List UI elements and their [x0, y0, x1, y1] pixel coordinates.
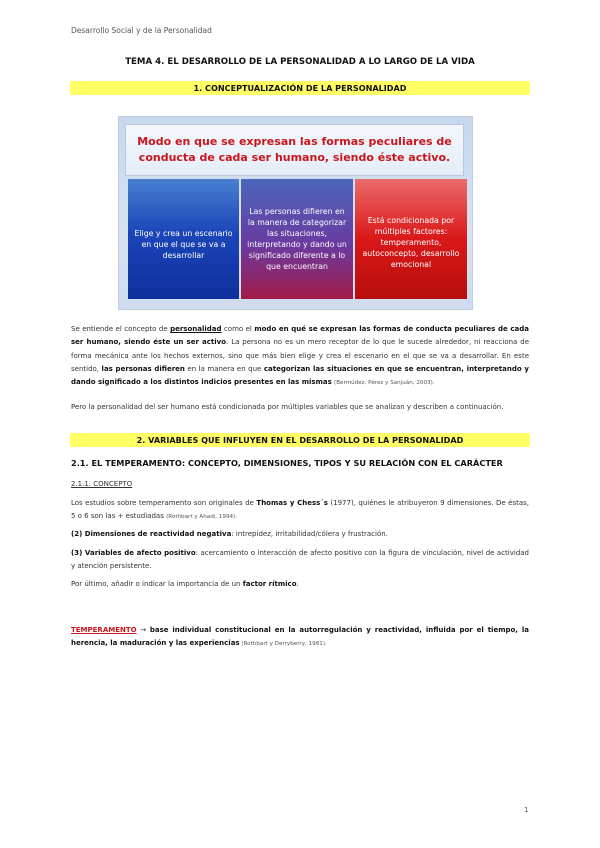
list-item-afecto [71, 547, 529, 574]
page-title: TEMA 4. EL DESARROLLO DE LA PERSONALIDAD A LO LARGO DE LA VIDA [125, 57, 475, 67]
citation: (Bermúdez, Pérez y Sanjuán, 2003). [334, 380, 435, 387]
text-run: Por último, añadir o indicar la importancia de un [71, 580, 243, 588]
text-run: Los estudios sobre temperamento son originales de [71, 499, 257, 507]
bold-run: (3) Variables de afecto positivo [71, 549, 196, 557]
running-header: Desarrollo Social y de la Personalidad [71, 26, 212, 35]
bold-run: las personas difieren [101, 364, 185, 373]
diagram-box-categorizar-text: Las personas difieren en la manera de categorizar las situaciones, interpretando y dando un significado diferente a lo que encuentran [247, 207, 347, 271]
text-run: Se entiende el concepto de [71, 325, 171, 333]
text-run: : intrepidez, irritabilidad/cólera y frustración. [231, 530, 388, 538]
term-personalidad: personalidad [170, 325, 222, 333]
list-item-reactividad [71, 528, 529, 541]
bold-run: Thomas y Chess´s [256, 499, 328, 507]
diagram-banner: Modo en que se expresan las formas peculiares de conducta de cada ser humano, siendo éste activo. [125, 124, 464, 176]
definition-temperamento [71, 624, 529, 652]
diagram-box-escenario [128, 179, 239, 299]
arrow-icon: → [136, 626, 150, 634]
text-run: . La persona no es un mero receptor de lo que le sucede alrededor, ni reacciona de forma mecánica ante los hechos externos, sino que más bien elige y crea el escenario en el que se va a desarrollar. En este sentido, [71, 338, 530, 373]
paragraph-factor-ritmico [71, 578, 529, 591]
text-run: : acercamiento o interacción de afecto positivo con la figura de vinculación, nivel de actividad y atención persistente. [71, 549, 529, 571]
bold-run: modo en qué se expresan las formas de conducta peculiares de cada ser humano, siendo éste un ser activo [71, 325, 529, 347]
text-run: . [296, 580, 299, 588]
section-heading-1: 1. CONCEPTUALIZACIÓN DE LA PERSONALIDAD [70, 81, 530, 95]
section-heading-2: 2. VARIABLES QUE INFLUYEN EN EL DESARROLLO DE LA PERSONALIDAD [70, 433, 530, 447]
text-run: como el [221, 325, 255, 333]
page-number: 1 [524, 806, 529, 814]
paragraph-variables: Pero la personalidad del ser humano está condicionada por múltiples variables que se analizan y describen a continuación. [71, 403, 504, 411]
bold-run: categorizan las situaciones en que se encuentran, interpretando y dando significado a los distintos indicios presentes en las mismas [71, 364, 529, 387]
bold-run: (2) Dimensiones de reactividad negativa [71, 530, 232, 538]
citation: (Rothbart y Derryberry, 1981). [239, 641, 327, 648]
bold-run: base individual constitucional en la autorregulación y reactividad, influida por el tiempo, la herencia, la maduración y las experiencias [71, 626, 529, 648]
paragraph-definicion [71, 323, 529, 390]
diagram-box-factores-text: Está condicionada por múltiples factores: temperamento, autoconcepto, desarrollo emocional [362, 215, 460, 269]
diagram-box-escenario-text: Elige y crea un escenario en que el que se va a desarrollar [134, 228, 233, 260]
diagram-box-categorizar [241, 179, 353, 299]
citation: (Rothbart y Ahadi, 1994). [166, 514, 238, 521]
concept-diagram [118, 116, 473, 310]
term-temperamento: TEMPERAMENTO [71, 626, 137, 634]
subsection-heading-2-1-1: 2.1.1. CONCEPTO [71, 480, 133, 488]
subsection-heading-2-1: 2.1. EL TEMPERAMENTO: CONCEPTO, DIMENSIONES, TIPOS Y SU RELACIÓN CON EL CARÁCTER [71, 458, 503, 468]
diagram-box-factores [355, 179, 467, 299]
bold-run: factor rítmico [242, 580, 297, 588]
paragraph-temperamento-estudios [71, 497, 529, 525]
text-run: (1977), quiénes le atribuyeron 9 dimensiones. De éstas, 5 o 6 son las + estudiadas [71, 499, 530, 521]
text-run: en la manera en que [184, 364, 264, 373]
